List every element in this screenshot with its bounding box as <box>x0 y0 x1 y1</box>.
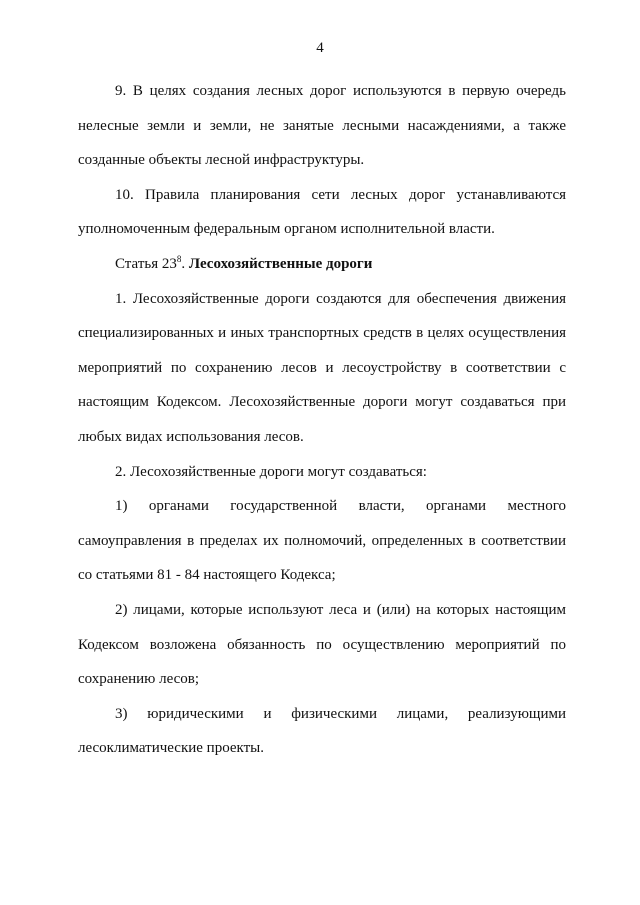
article-label: Статья 23 <box>115 255 177 272</box>
paragraph-item-9: 9. В целях создания лесных дорог используются в первую очередь нелесные земли и земли, не занятые лесными насаждениями, а также созданные объекты лесной инфраструктуры. <box>78 83 566 169</box>
article-separator: . <box>181 255 186 272</box>
list-item-1: 1) органами государственной власти, органами местного самоуправления в пределах их полномочий, определенных в соответствии со статьями 81 - 84 настоящего Кодекса; <box>78 498 566 584</box>
list-item-2: 2) лицами, которые используют леса и (или) на которых настоящим Кодексом возложена обязанность по осуществлению мероприятий по сохранению лесов; <box>78 601 566 688</box>
document-body <box>78 74 566 766</box>
paragraph-part-2: 2. Лесохозяйственные дороги могут создаваться: <box>115 463 427 480</box>
paragraph-item-10: 10. Правила планирования сети лесных дорог устанавливаются уполномоченным федеральным органом исполнительной власти. <box>78 186 566 238</box>
article-heading <box>78 247 566 282</box>
paragraph-part-1: 1. Лесохозяйственные дороги создаются для обеспечения движения специализированных и иных транспортных средств в целях осуществления мероприятий по сохранению лесов и лесоустройству в соответствии с настоящим Кодексом. Лесохозяйственные дороги могут создаваться при любых видах использования лесов. <box>78 290 566 445</box>
page-number: 4 <box>316 40 324 56</box>
article-superscript: 8 <box>176 253 182 264</box>
article-title: Лесохозяйственные дороги <box>188 255 373 272</box>
list-item-3: 3) юридическими и физическими лицами, реализующими лесоклиматические проекты. <box>78 705 566 757</box>
